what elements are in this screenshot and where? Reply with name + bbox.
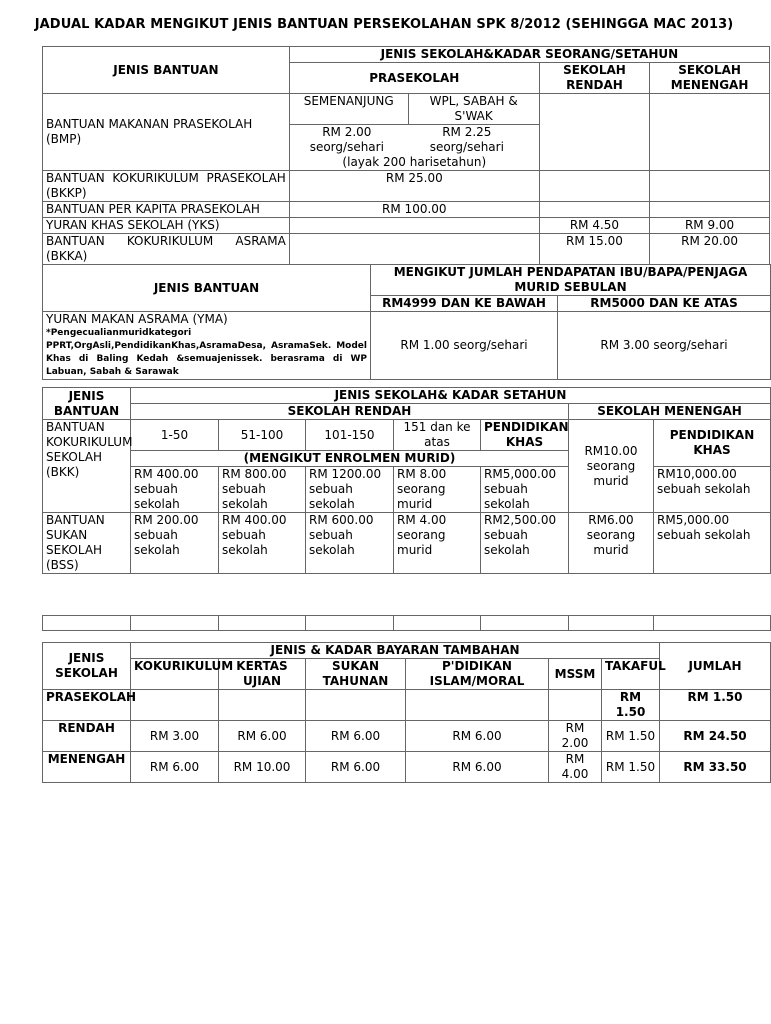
bkka-rendah: RM 15.00 <box>539 234 649 265</box>
bss-pkhas-menengah: RM5,000.00 sebuah sekolah <box>654 513 771 574</box>
semenanjung-header: SEMENANJUNG <box>289 94 408 125</box>
header-kadar-tambahan: JENIS & KADAR BAYARAN TAMBAHAN <box>131 643 660 659</box>
cell <box>406 690 549 721</box>
bkka-menengah: RM 20.00 <box>650 234 770 265</box>
col-1-50: 1-50 <box>131 420 219 451</box>
bss-val-5: RM2,500.00 sebuah sekolah <box>481 513 569 574</box>
header-prasekolah: PRASEKOLAH <box>289 63 539 94</box>
cell <box>549 690 602 721</box>
header-sukan-tahunan: SUKAN TAHUNAN <box>306 659 406 690</box>
bss-val-3: RM 600.00 sebuah sekolah <box>306 513 394 574</box>
col-pendidikan-khas: PENDIDIKAN KHAS <box>481 420 569 451</box>
table-yma <box>42 264 771 380</box>
header-enrolmen: (MENGIKUT ENROLMEN MURID) <box>131 451 569 467</box>
rendah-pdidikan: RM 6.00 <box>406 721 549 752</box>
col-51-100: 51-100 <box>219 420 306 451</box>
row-menengah-label: MENENGAH <box>43 752 131 783</box>
bkk-val-3: RM 1200.00 sebuah sekolah <box>306 467 394 513</box>
bmp-rate-wpl: RM 2.25 seorg/sehari <box>429 125 504 154</box>
page-title: JADUAL KADAR MENGIKUT JENIS BANTUAN PERSEKOLAHAN SPK 8/2012 (SEHINGGA MAC 2013) <box>34 17 734 32</box>
bkk-pkhas-menengah: RM10,000.00 sebuah sekolah <box>654 467 771 513</box>
header-jenis-bantuan-2: JENIS BANTUAN <box>43 265 371 312</box>
menengah-kokurikulum: RM 6.00 <box>131 752 219 783</box>
menengah-sukan-tahunan: RM 6.00 <box>306 752 406 783</box>
bkk-val-4: RM 8.00 seorang murid <box>394 467 481 513</box>
header-low-income: RM4999 DAN KE BAWAH <box>371 296 558 312</box>
col-151-ke-atas: 151 dan ke atas <box>394 420 481 451</box>
header-high-income: RM5000 DAN KE ATAS <box>558 296 771 312</box>
yma-note: *Pengecualianmuridkategori PPRT,OrgAsli,PendidikanKhas,AsramaDesa, AsramaSek. Model Khas di Baling Kedah &semuajenissek. berasrama di WP Labuan, Sabah & Sarawak <box>46 328 367 377</box>
table-bkk-bss <box>42 387 771 574</box>
header-jenis-sekolah-3: JENIS SEKOLAH& KADAR SETAHUN <box>131 388 771 404</box>
bkk-label: BANTUAN KOKURIKULUM SEKOLAH (BKK) <box>43 420 131 513</box>
yma-label: YURAN MAKAN ASRAMA (YMA) <box>46 312 228 326</box>
rendah-mssm: RM 2.00 <box>549 721 602 752</box>
cell <box>306 690 406 721</box>
header-mssm: MSSM <box>549 659 602 690</box>
header-jumlah: JUMLAH <box>660 643 771 690</box>
header-sekolah-rendah-3: SEKOLAH RENDAH <box>131 404 569 420</box>
menengah-takaful: RM 1.50 <box>602 752 660 783</box>
bkk-val-2: RM 800.00 sebuah sekolah <box>219 467 306 513</box>
bmp-rate-semenanjung: RM 2.00 seorg/sehari <box>309 125 384 154</box>
bkk-val-1: RM 400.00 sebuah sekolah <box>131 467 219 513</box>
header-jenis-sekolah-5: JENIS SEKOLAH <box>43 643 131 690</box>
col-101-150: 101-150 <box>306 420 394 451</box>
bmp-label: BANTUAN MAKANAN PRASEKOLAH (BMP) <box>43 94 290 171</box>
bss-label: BANTUAN SUKAN SEKOLAH (BSS) <box>43 513 131 574</box>
rendah-jumlah: RM 24.50 <box>660 721 771 752</box>
header-takaful: TAKAFUL <box>602 659 660 690</box>
prasekolah-jumlah: RM 1.50 <box>660 690 771 721</box>
bss-val-4: RM 4.00 seorang murid <box>394 513 481 574</box>
yma-low: RM 1.00 seorg/sehari <box>371 312 558 380</box>
menengah-mssm: RM 4.00 <box>549 752 602 783</box>
rendah-kokurikulum: RM 3.00 <box>131 721 219 752</box>
table-prasekolah-rates <box>42 46 770 265</box>
yks-menengah: RM 9.00 <box>650 218 770 234</box>
yma-high: RM 3.00 seorg/sehari <box>558 312 771 380</box>
col-pendidikan-khas-menengah: PENDIDIKAN KHAS <box>654 420 771 467</box>
menengah-jumlah: RM 33.50 <box>660 752 771 783</box>
bss-val-2: RM 400.00 sebuah sekolah <box>219 513 306 574</box>
header-sekolah-rendah: SEKOLAH RENDAH <box>539 63 649 94</box>
bss-menengah: RM6.00 seorang murid <box>569 513 654 574</box>
bmp-rates <box>289 125 539 171</box>
prasekolah-takaful: RM 1.50 <box>602 690 660 721</box>
bkk-val-5: RM5,000.00 sebuah sekolah <box>481 467 569 513</box>
rendah-sukan-tahunan: RM 6.00 <box>306 721 406 752</box>
rendah-kertas-ujian: RM 6.00 <box>219 721 306 752</box>
bkka-label: BANTUAN KOKURIKULUM ASRAMA (BKKA) <box>43 234 290 265</box>
cell <box>131 690 219 721</box>
row-prasekolah-label: PRASEKOLAH <box>43 690 131 721</box>
bss-val-1: RM 200.00 sebuah sekolah <box>131 513 219 574</box>
yks-label: YURAN KHAS SEKOLAH (YKS) <box>43 218 290 234</box>
bkk-menengah: RM10.00 seorang murid <box>569 420 654 513</box>
cell <box>219 690 306 721</box>
yks-rendah: RM 4.50 <box>539 218 649 234</box>
header-pendapatan: MENGIKUT JUMLAH PENDAPATAN IBU/BAPA/PENJAGA MURID SEBULAN <box>371 265 771 296</box>
bkkp-rate: RM 25.00 <box>289 171 539 202</box>
header-jenis-bantuan-3: JENIS BANTUAN <box>43 388 131 420</box>
bmp-note: (layak 200 harisetahun) <box>342 155 487 169</box>
header-jenis-bantuan: JENIS BANTUAN <box>43 47 290 94</box>
header-jenis-sekolah: JENIS SEKOLAH&KADAR SEORANG/SETAHUN <box>289 47 769 63</box>
header-kertas-ujian: KERTAS UJIAN <box>219 659 306 690</box>
bkkp-label: BANTUAN KOKURIKULUM PRASEKOLAH (BKKP) <box>43 171 290 202</box>
table-bayaran-tambahan <box>42 642 771 783</box>
header-pdidikan: P'DIDIKAN ISLAM/MORAL <box>406 659 549 690</box>
perkapita-label: BANTUAN PER KAPITA PRASEKOLAH <box>43 202 290 218</box>
perkapita-rate: RM 100.00 <box>289 202 539 218</box>
menengah-kertas-ujian: RM 10.00 <box>219 752 306 783</box>
header-sekolah-menengah-3: SEKOLAH MENENGAH <box>569 404 771 420</box>
header-sekolah-menengah: SEKOLAH MENENGAH <box>650 63 770 94</box>
header-kokurikulum: KOKURIKULUM <box>131 659 219 690</box>
table-empty-row <box>42 615 771 631</box>
wpl-header: WPL, SABAH & S'WAK <box>408 94 539 125</box>
menengah-pdidikan: RM 6.00 <box>406 752 549 783</box>
row-rendah-label: RENDAH <box>43 721 131 752</box>
rendah-takaful: RM 1.50 <box>602 721 660 752</box>
